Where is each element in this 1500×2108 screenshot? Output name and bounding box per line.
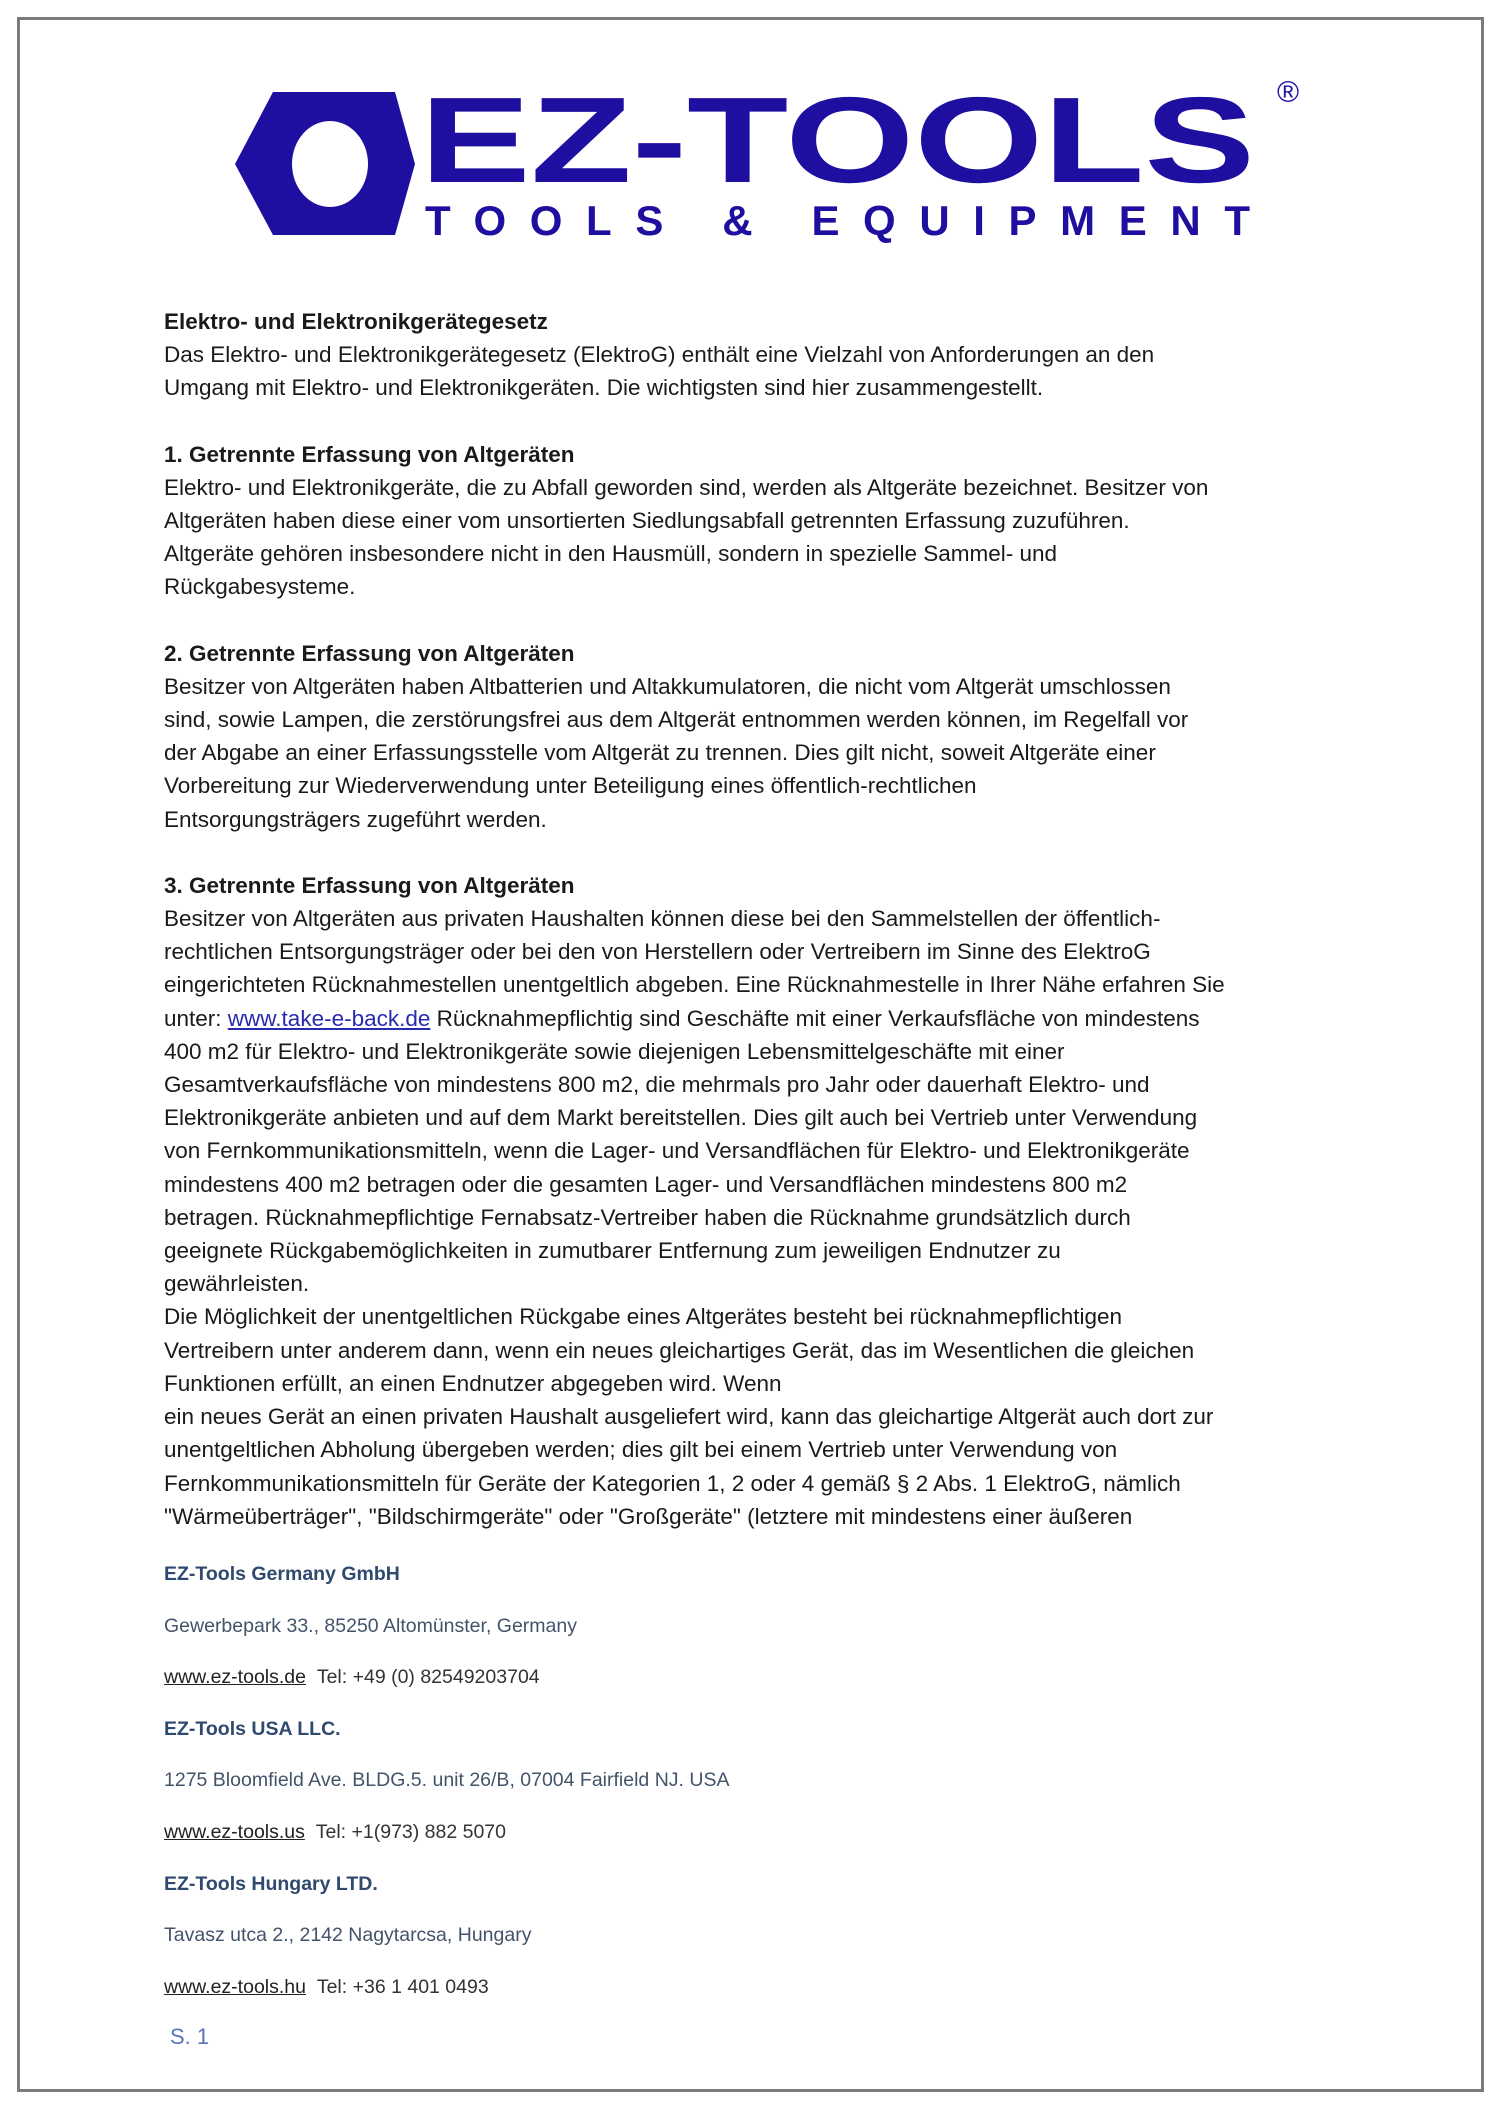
office-germany-contact (164, 1663, 1064, 1715)
section-3-link-line (164, 1002, 1344, 1035)
office-usa-company: EZ-Tools USA LLC. (164, 1717, 341, 1740)
section-3-line: eingerichteten Rücknahmestellen unentgeltlich abgeben. Eine Rücknahmestelle in Ihrer Nähe erfahren Sie (164, 972, 1225, 998)
section-3-line: unentgeltlichen Abholung übergeben werden; dies gilt bei einem Vertrieb unter Verwendung von (164, 1437, 1118, 1463)
office-hungary-company: EZ-Tools Hungary LTD. (164, 1872, 378, 1895)
usa-website-link[interactable]: www.ez-tools.us (164, 1820, 305, 1843)
section-3-line: geeignete Rückgabemöglichkeiten in zumutbarer Entfernung zum jeweiligen Endnutzer zu (164, 1238, 1061, 1264)
germany-phone: Tel: +49 (0) 82549203704 (316, 1666, 540, 1689)
section-3-heading: 3. Getrennte Erfassung von Altgeräten (164, 872, 575, 898)
ez-tools-logo (225, 70, 1305, 260)
section-3-line: Besitzer von Altgeräten aus privaten Haushalten können diese bei den Sammelstellen der öffentlich- (164, 906, 1161, 932)
document-title: Elektro- und Elektronikgerätegesetz (164, 309, 548, 334)
take-e-back-link[interactable]: www.take-e-back.de (227, 1005, 431, 1031)
office-usa-contact (164, 1818, 1064, 1870)
section-3-line: rechtlichen Entsorgungsträger oder bei den von Herstellern oder Vertreibern im Sinne des ElektroG (164, 939, 1151, 965)
company-footer (164, 1560, 1064, 2024)
section-2-line: Besitzer von Altgeräten haben Altbatterien und Altakkumulatoren, die nicht vom Altgerät umschlossen (164, 673, 1171, 699)
section-2-heading: 2. Getrennte Erfassung von Altgeräten (164, 640, 575, 666)
section-3-line: Die Möglichkeit der unentgeltlichen Rückgabe eines Altgerätes besteht bei rücknahmepflichtigen (164, 1304, 1123, 1330)
section-2-line: Vorbereitung zur Wiederverwendung unter Beteiligung eines öffentlich-rechtlichen (164, 773, 977, 799)
office-germany-address: Gewerbepark 33., 85250 Altomünster, Germany (164, 1614, 577, 1637)
section-2-line: der Abgabe an einer Erfassungsstelle vom Altgerät zu trennen. Dies gilt nicht, soweit Altgeräte einer (164, 740, 1156, 766)
section-3-line: Elektronikgeräte anbieten und auf dem Markt bereitstellen. Dies gilt auch bei Vertrieb unter Verwendung (164, 1105, 1198, 1131)
intro-line: Umgang mit Elektro- und Elektronikgeräten. Die wichtigsten sind hier zusammengestellt. (164, 375, 1044, 401)
logo-brand-text: EZ-TOOLS (420, 72, 1255, 208)
section-1-line: Altgeräte gehören insbesondere nicht in den Hausmüll, sondern in spezielle Sammel- und (164, 541, 1058, 567)
section-3-line: Fernkommunikationsmitteln für Geräte der Kategorien 1, 2 oder 4 gemäß § 2 Abs. 1 ElektroG, nämlich (164, 1470, 1181, 1496)
section-1-line: Altgeräten haben diese einer vom unsortierten Siedlungsabfall getrennten Erfassung zuzuführen. (164, 508, 1130, 534)
usa-phone: Tel: +1(973) 882 5070 (315, 1820, 507, 1843)
hungary-website-link[interactable]: www.ez-tools.hu (164, 1975, 306, 1998)
link-prefix: unter: (164, 1005, 228, 1031)
section-1-line: Rückgabesysteme. (164, 574, 356, 600)
office-hungary-address: Tavasz utca 2., 2142 Nagytarcsa, Hungary (164, 1924, 532, 1947)
section-3-line: Gesamtverkaufsfläche von mindestens 800 m2, die mehrmals pro Jahr oder dauerhaft Elektro- und (164, 1072, 1150, 1098)
office-hungary-contact (164, 1973, 1064, 2025)
intro-line: Das Elektro- und Elektronikgerätegesetz (ElektroG) enthält eine Vielzahl von Anforderungen an den (164, 342, 1155, 368)
germany-website-link[interactable]: www.ez-tools.de (164, 1666, 306, 1689)
section-3-line: "Wärmeüberträger", "Bildschirmgeräte" oder "Großgeräte" (letztere mit mindestens einer äußeren (164, 1503, 1133, 1529)
link-suffix: Rücknahmepflichtig sind Geschäfte mit einer Verkaufsfläche von mindestens (430, 1005, 1200, 1031)
logo-graphic (225, 70, 1305, 260)
section-3-line: betragen. Rücknahmepflichtige Fernabsatz-Vertreiber haben die Rücknahme grundsätzlich durch (164, 1204, 1131, 1230)
section-3-line: gewährleisten. (164, 1271, 310, 1297)
office-germany-company: EZ-Tools Germany GmbH (164, 1563, 400, 1585)
page-number: S. 1 (170, 2024, 210, 2049)
section-1-line: Elektro- und Elektronikgeräte, die zu Abfall geworden sind, werden als Altgeräte bezeichnet. Besitzer von (164, 474, 1209, 500)
section-3-line: mindestens 400 m2 betragen oder die gesamten Lager- und Versandflächen mindestens 800 m2 (164, 1171, 1128, 1197)
section-3-line: von Fernkommunikationsmitteln, wenn die Lager- und Versandflächen für Elektro- und Elektronikgeräte (164, 1138, 1190, 1164)
hex-nut-icon (235, 92, 415, 235)
section-3-line: 400 m2 für Elektro- und Elektronikgeräte sowie diejenigen Lebensmittelgeschäfte mit einer (164, 1038, 1065, 1064)
section-2-line: Entsorgungsträgers zugeführt werden. (164, 806, 547, 832)
section-1-heading: 1. Getrennte Erfassung von Altgeräten (164, 441, 575, 467)
section-3-line: Vertreibern unter anderem dann, wenn ein neues gleichartiges Gerät, das im Wesentlichen die gleichen (164, 1337, 1195, 1363)
document-body (164, 305, 1344, 1533)
section-3-line: Funktionen erfüllt, an einen Endnutzer abgegeben wird. Wenn (164, 1370, 782, 1396)
logo-tagline: TOOLS & EQUIPMENT (425, 197, 1250, 244)
section-3-line: ein neues Gerät an einen privaten Haushalt ausgeliefert wird, kann das gleichartige Altgerät auch dort zur (164, 1404, 1214, 1430)
office-usa-address: 1275 Bloomfield Ave. BLDG.5. unit 26/B, 07004 Fairfield NJ. USA (164, 1769, 730, 1792)
registered-mark: ® (1277, 76, 1300, 109)
section-2-line: sind, sowie Lampen, die zerstörungsfrei aus dem Altgerät entnommen werden können, im Regelfall vor (164, 707, 1189, 733)
hungary-phone: Tel: +36 1 401 0493 (316, 1975, 489, 1998)
